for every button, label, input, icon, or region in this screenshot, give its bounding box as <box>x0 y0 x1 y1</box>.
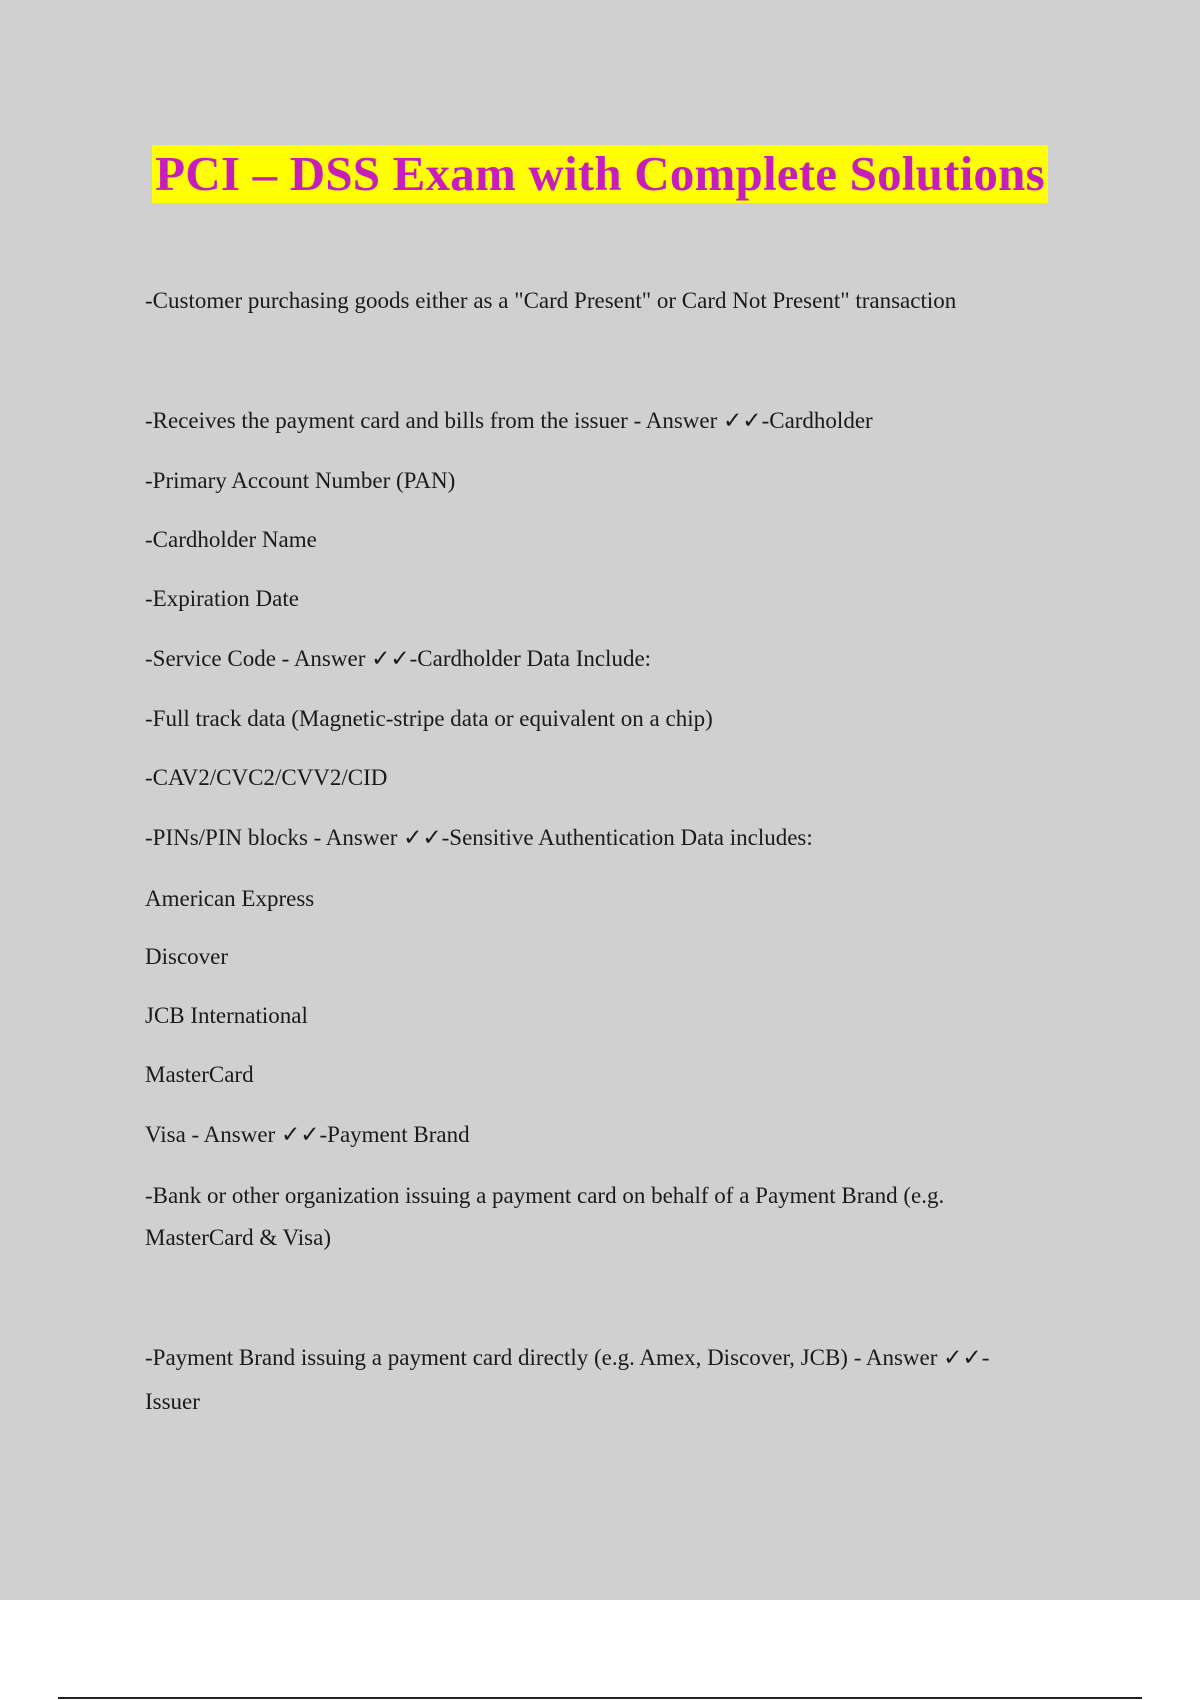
text-line: -Cardholder Name <box>145 527 317 552</box>
page-footer <box>0 1600 1200 1700</box>
text-line: Discover <box>145 944 229 969</box>
text-line: MasterCard <box>145 1062 254 1087</box>
text-line: Issuer <box>145 1389 200 1414</box>
text-line: MasterCard & Visa) <box>145 1225 331 1250</box>
document-title: PCI – DSS Exam with Complete Solutions <box>152 145 1048 203</box>
footer-divider <box>58 1697 1142 1699</box>
text-line: -Bank or other organization issuing a payment card on behalf of a Payment Brand (e.g. <box>145 1183 945 1208</box>
text-line: Visa - Answer ✓✓-Payment Brand <box>145 1122 470 1147</box>
text-line: American Express <box>145 886 315 911</box>
text-line: -Full track data (Magnetic-stripe data or equivalent on a chip) <box>145 706 713 731</box>
text-line: -Primary Account Number (PAN) <box>145 468 456 493</box>
text-line: -CAV2/CVC2/CVV2/CID <box>145 765 388 790</box>
text-line: -PINs/PIN blocks - Answer ✓✓-Sensitive Authentication Data includes: <box>145 825 813 850</box>
title-container <box>0 145 1200 203</box>
text-line: -Expiration Date <box>145 586 299 611</box>
text-line: -Service Code - Answer ✓✓-Cardholder Data Include: <box>145 646 652 671</box>
text-line: -Customer purchasing goods either as a "Card Present" or Card Not Present" transaction <box>145 288 957 313</box>
text-line: -Receives the payment card and bills from the issuer - Answer ✓✓-Cardholder <box>145 408 873 433</box>
text-line: -Payment Brand issuing a payment card directly (e.g. Amex, Discover, JCB) - Answer ✓✓- <box>145 1345 990 1370</box>
text-line: JCB International <box>145 1003 308 1028</box>
